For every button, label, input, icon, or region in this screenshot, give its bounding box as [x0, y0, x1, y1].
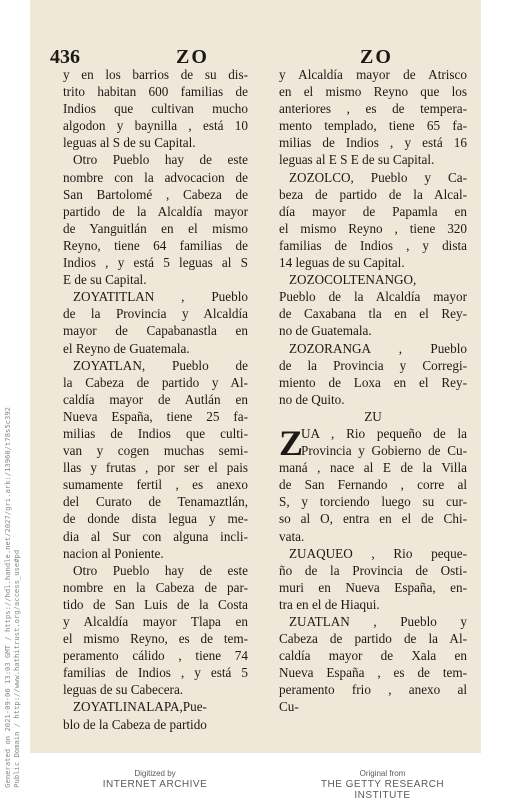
running-head-left: ZO: [176, 46, 209, 68]
text-line: E de su Capital.: [63, 272, 147, 288]
book-page: [30, 0, 481, 753]
text-line: so al O, entra en el de Chi-: [279, 511, 467, 527]
text-line: maná , nace al E de la Villa: [279, 460, 467, 476]
text-line: familias de Indios , y dista: [279, 237, 467, 253]
entry-zua: [279, 422, 467, 463]
text-line: leguas de su Cabecera.: [63, 682, 184, 698]
text-line: el mismo Reyno, es de tem-: [63, 631, 248, 647]
text-line: caldía mayor de Xala en: [279, 648, 467, 664]
text-line: caldía mayor de Autlán en: [63, 391, 248, 407]
text-line: beza de partido de la Alcal-: [279, 186, 467, 202]
text-line: Indios que cultivan mucho: [63, 101, 248, 117]
text-line: Reyno, tiene 64 familias de: [63, 237, 248, 253]
text-line: peramento cálido , tiene 74: [63, 648, 248, 664]
text-line: ño de la Provincia de Osti-: [279, 562, 467, 578]
text-line: muri en Nueva España, en-: [279, 579, 467, 595]
text-line: del Curato de Tenamaztlán,: [63, 494, 248, 510]
right-column: [279, 66, 467, 716]
text-line: trito habitan 600 familias de: [63, 84, 248, 100]
text-line: de Caxabana tla en el Rey-: [279, 306, 467, 322]
text-line: ZOYATITLAN , Pueblo: [73, 289, 248, 305]
stamp-line: Generated on 2021-09-06 13:03 GMT / https://hdl.handle.net/2027/gri.ark:/13960/t78s5c392: [3, 407, 12, 788]
text-line: S, y torciendo luego su cur-: [279, 494, 467, 510]
text-line: van y cogen muchas semi-: [63, 443, 248, 459]
text-line: familias de Indios , y está 5: [63, 665, 248, 681]
text-line: mayor de Capabanastla en: [63, 323, 248, 339]
text-line: milias de Indios , y está 16: [279, 135, 467, 151]
footer-digitized-by: [80, 768, 230, 790]
text-line: partido de la Alcaldía mayor: [63, 203, 248, 219]
text-line: nombre con la advocacion de: [63, 169, 248, 185]
text-line: y Alcaldía mayor de Atrisco: [279, 67, 467, 82]
text-line: y Alcaldía mayor Tlapa en: [63, 614, 248, 629]
page-number: 436: [50, 46, 80, 68]
hathitrust-side-stamp: [3, 407, 21, 788]
text-line: milias de Indios que culti-: [63, 425, 248, 441]
footer-left-small: Digitized by: [134, 769, 176, 778]
text-line: Cabeza de partido de la Al-: [279, 631, 467, 647]
footer-original-from: [295, 768, 470, 801]
text-line: Nueva España , es de tem-: [279, 665, 467, 681]
text-line: de donde dista legua y me-: [63, 511, 248, 527]
text-line: nombre en la Cabeza de par-: [63, 579, 248, 595]
right-column-entries-continued: [279, 459, 467, 715]
text-line: el mismo Reyno , tiene 320: [279, 220, 467, 236]
text-line: peramento frio , anexo al: [279, 682, 467, 698]
text-line: Otro Pueblo hay de este: [73, 152, 248, 168]
text-line: nacion al Poniente.: [63, 545, 164, 561]
text-line: anteriores , es de tempera-: [279, 101, 467, 117]
text-line: día mayor de Papamla en: [279, 203, 467, 219]
text-line: ZOZORANGA , Pueblo: [289, 340, 467, 356]
text-line: la Cabeza de partido y Al-: [63, 374, 248, 390]
text-line: tido de San Luis de la Costa: [63, 596, 248, 612]
text-line: de la Provincia y Alcaldía: [63, 306, 248, 322]
text-line: dia al Sur con alguna incli-: [63, 528, 248, 544]
text-line: Indios , y está 5 leguas al S: [63, 255, 248, 271]
text-line: de Yanguitlán en el mismo: [63, 220, 248, 236]
text-line: blo de la Cabeza de partido: [63, 716, 207, 732]
text-line: leguas al S de su Capital.: [63, 135, 196, 151]
text-line: San Bartolomé , Cabeza de: [63, 186, 248, 202]
text-line: de la Provincia y Corregi-: [279, 357, 467, 373]
text-line: tra en el de Hiaqui.: [279, 596, 380, 612]
text-line: algodon y baynilla , está 10: [63, 118, 248, 134]
text-line: Otro Pueblo hay de este: [73, 562, 248, 578]
text-line: sumamente fertil , es anexo: [63, 477, 248, 493]
right-column-entries: [279, 66, 467, 408]
text-line: el Reyno de Guatemala.: [63, 340, 190, 356]
text-line: ZOYATLAN, Pueblo de: [73, 357, 248, 373]
footer-left-big: INTERNET ARCHIVE: [102, 779, 208, 790]
text-line: leguas al E S E de su Capital.: [279, 152, 435, 168]
drop-cap: Z: [279, 422, 304, 463]
section-heading-zu: ZU: [364, 408, 382, 424]
text-line: UA , Rio pequeño de la: [301, 425, 467, 441]
text-line: y en los barrios de su dis-: [63, 67, 248, 82]
text-line: Nueva España, tiene 25 fa-: [63, 408, 248, 424]
text-line: llas y frutas , por ser el pais: [63, 460, 248, 476]
left-column: [63, 66, 248, 733]
text-line: en el mismo Reyno que los: [279, 84, 467, 100]
stamp-line: Public Domain / http://www.hathitrust.org/access_use#pd: [12, 550, 21, 788]
running-head-right: ZO: [360, 46, 393, 68]
text-line: vata.: [279, 528, 305, 544]
text-line: no de Quito.: [279, 391, 345, 407]
text-line: ZOZOCOLTENANGO,: [289, 272, 417, 288]
text-line: ZUATLAN , Pueblo y: [289, 614, 467, 629]
text-line: 14 leguas de su Capital.: [279, 255, 405, 271]
text-line: ZOYATLINALAPA,Pue-: [73, 699, 207, 715]
text-line: mento templado, tiene 65 fa-: [279, 118, 467, 134]
text-line: de San Fernando , corre al: [279, 477, 467, 493]
text-line: no de Guatemala.: [279, 323, 372, 339]
text-line: ZOZOLCO, Pueblo y Ca-: [289, 169, 467, 185]
text-line: Provincia y Gobierno de Cu-: [301, 443, 467, 459]
footer-right-big: THE GETTY RESEARCH INSTITUTE: [320, 779, 445, 801]
text-line: Cu-: [279, 699, 299, 715]
text-line: Pueblo de la Alcaldía mayor: [279, 289, 467, 305]
footer-right-small: Original from: [359, 769, 406, 778]
text-line: miento de Loxa en el Rey-: [279, 374, 467, 390]
text-line: ZUAQUEO , Rio peque-: [289, 545, 467, 561]
